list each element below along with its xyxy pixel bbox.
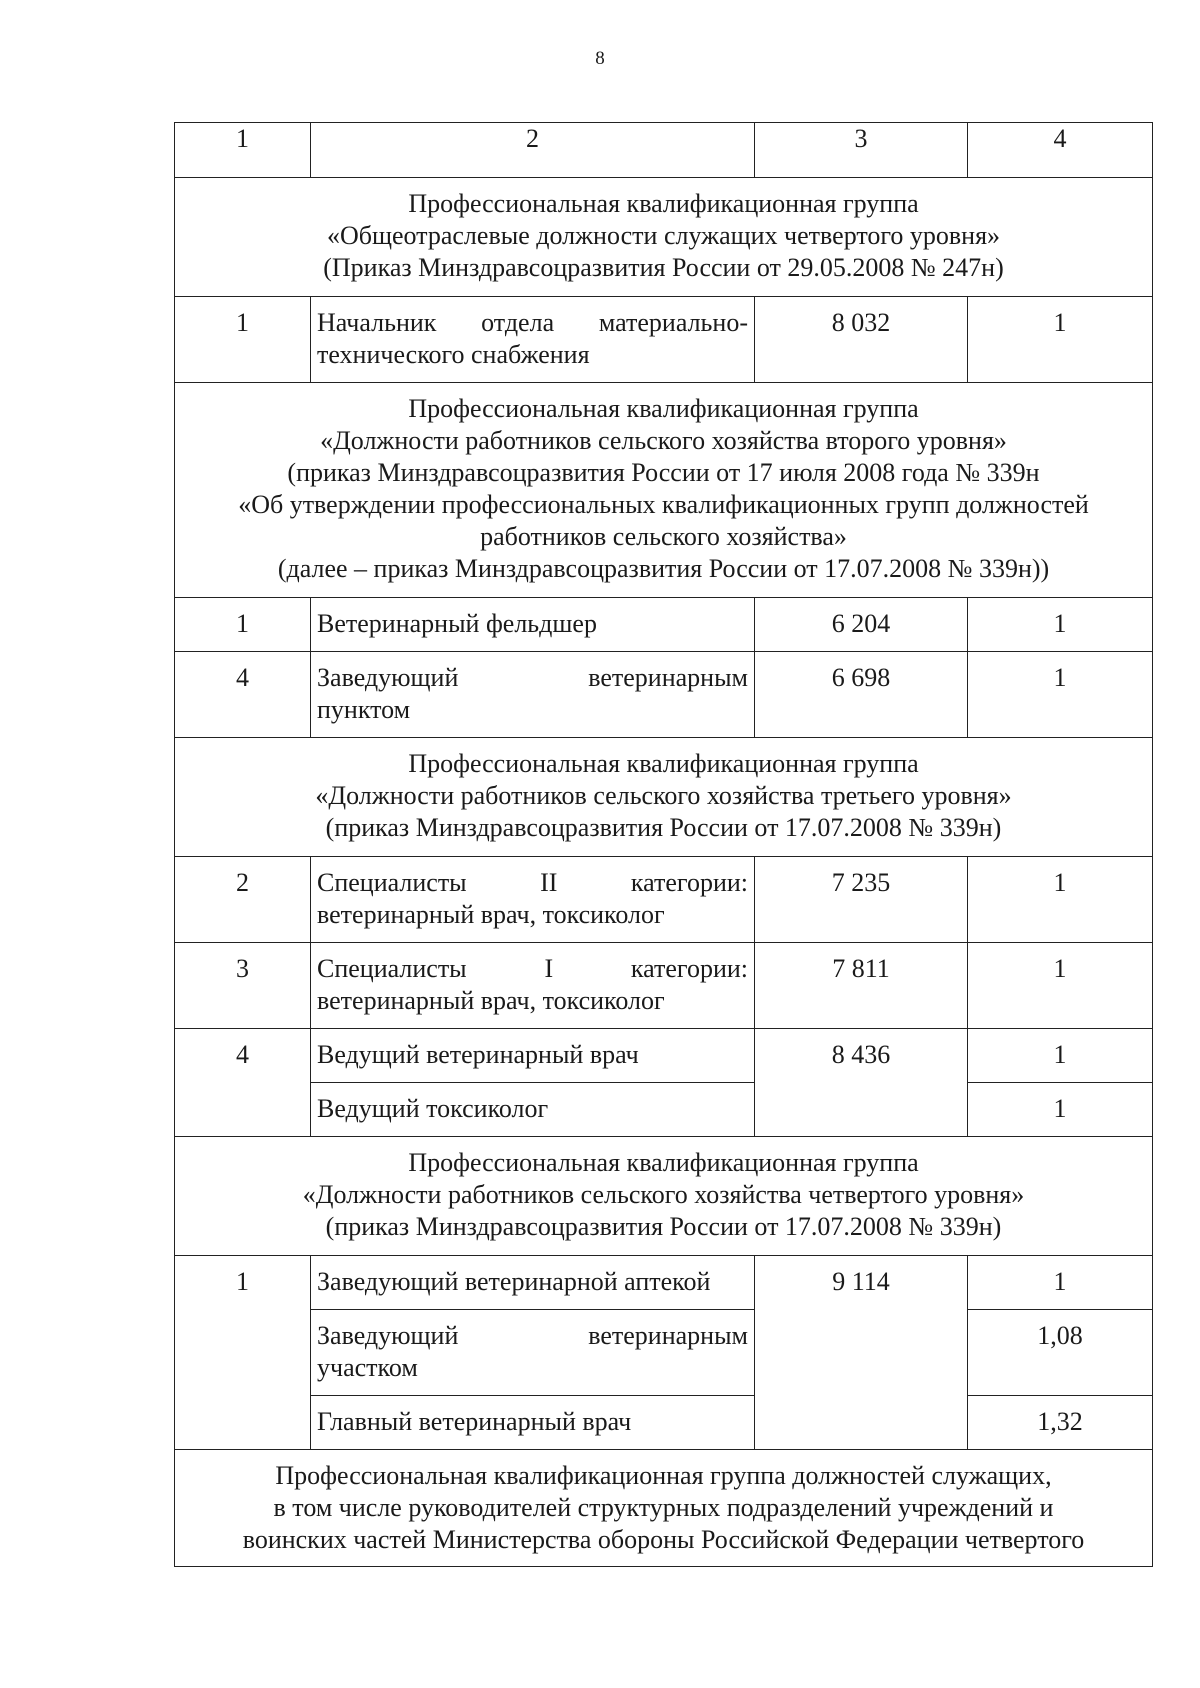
table-row <box>175 598 1153 652</box>
coefficient: 1,08 <box>968 1310 1153 1396</box>
group-heading-line: Профессиональная квалификационная группа должностей служащих, <box>275 1461 1052 1490</box>
header-col-2: 2 <box>311 123 755 178</box>
coefficient: 1 <box>968 1029 1153 1083</box>
table-row <box>175 652 1153 738</box>
group-heading-line: (приказ Минздравсоцразвития России от 17 июля 2008 года № 339н <box>287 458 1040 487</box>
group-heading-row <box>175 1450 1153 1567</box>
table-row <box>175 857 1153 943</box>
position-line: Заведующий ветеринарным <box>317 1321 748 1350</box>
table-row <box>175 1396 1153 1450</box>
group-heading <box>175 1137 1153 1256</box>
position-line: ветеринарный врач, токсиколог <box>317 986 665 1015</box>
position-line: Специалисты II категории: <box>317 868 748 897</box>
base-salary: 8 032 <box>755 297 968 383</box>
coefficient: 1 <box>968 1256 1153 1310</box>
group-heading-line: работников сельского хозяйства» <box>480 522 847 551</box>
coefficient: 1,32 <box>968 1396 1153 1450</box>
coefficient: 1 <box>968 857 1153 943</box>
group-heading-line: Профессиональная квалификационная группа <box>408 394 919 423</box>
group-heading-line: (приказ Минздравсоцразвития России от 17.07.2008 № 339н) <box>325 813 1002 842</box>
group-heading-line: «Должности работников сельского хозяйства четвертого уровня» <box>302 1180 1025 1209</box>
header-col-4: 4 <box>968 123 1153 178</box>
group-heading-line: (приказ Минздравсоцразвития России от 17.07.2008 № 339н) <box>325 1212 1002 1241</box>
group-heading-line: воинских частей Министерства обороны Российской Федерации четвертого <box>242 1525 1085 1554</box>
base-salary: 7 235 <box>755 857 968 943</box>
group-heading-line: Профессиональная квалификационная группа <box>408 749 919 778</box>
table-row <box>175 1256 1153 1310</box>
salary-table <box>174 122 1153 1567</box>
coefficient: 1 <box>968 297 1153 383</box>
group-heading-row <box>175 383 1153 598</box>
header-col-1: 1 <box>175 123 311 178</box>
position-line: пунктом <box>317 695 411 724</box>
coefficient: 1 <box>968 598 1153 652</box>
position-name <box>311 1256 755 1310</box>
group-heading-row <box>175 178 1153 297</box>
position-name <box>311 297 755 383</box>
position-name <box>311 1083 755 1137</box>
group-heading-line: «Общеотраслевые должности служащих четвертого уровня» <box>326 221 1001 250</box>
table-row <box>175 297 1153 383</box>
group-heading-line: Профессиональная квалификационная группа <box>408 1148 919 1177</box>
position-name <box>311 1310 755 1396</box>
position-line: Ветеринарный фельдшер <box>317 609 597 638</box>
position-line: Специалисты I категории: <box>317 954 748 983</box>
coefficient: 1 <box>968 943 1153 1029</box>
base-salary: 8 436 <box>755 1029 968 1137</box>
qualification-level: 4 <box>175 652 311 738</box>
qualification-level: 4 <box>175 1029 311 1137</box>
group-heading-line: Профессиональная квалификационная группа <box>408 189 919 218</box>
position-line: участком <box>317 1353 418 1382</box>
position-line: Начальник отдела материально- <box>317 308 748 337</box>
base-salary: 6 204 <box>755 598 968 652</box>
position-name <box>311 857 755 943</box>
qualification-level: 2 <box>175 857 311 943</box>
position-line: Ведущий ветеринарный врач <box>317 1040 639 1069</box>
group-heading <box>175 178 1153 297</box>
position-name <box>311 1029 755 1083</box>
header-row <box>175 123 1153 178</box>
qualification-level: 3 <box>175 943 311 1029</box>
table-row <box>175 1083 1153 1137</box>
group-heading-line: «Об утверждении профессиональных квалификационных групп должностей <box>238 490 1089 519</box>
coefficient: 1 <box>968 652 1153 738</box>
table-row <box>175 1310 1153 1396</box>
table-row <box>175 1029 1153 1083</box>
table-row <box>175 943 1153 1029</box>
position-name <box>311 598 755 652</box>
position-name <box>311 1396 755 1450</box>
base-salary: 9 114 <box>755 1256 968 1450</box>
base-salary: 6 698 <box>755 652 968 738</box>
position-name <box>311 943 755 1029</box>
page-number: 8 <box>595 48 605 69</box>
group-heading-line: (далее – приказ Минздравсоцразвития России от 17.07.2008 № 339н)) <box>277 554 1050 583</box>
group-heading <box>175 738 1153 857</box>
group-heading-line: «Должности работников сельского хозяйства третьего уровня» <box>315 781 1012 810</box>
group-heading-line: «Должности работников сельского хозяйства второго уровня» <box>320 426 1007 455</box>
position-line: Ведущий токсиколог <box>317 1094 549 1123</box>
header-col-3: 3 <box>755 123 968 178</box>
group-heading-line: (Приказ Минздравсоцразвития России от 29.05.2008 № 247н) <box>323 253 1004 282</box>
position-line: Заведующий ветеринарной аптекой <box>317 1267 711 1296</box>
position-line: технического снабжения <box>317 340 590 369</box>
group-heading <box>175 383 1153 598</box>
position-line: ветеринарный врач, токсиколог <box>317 900 665 929</box>
base-salary: 7 811 <box>755 943 968 1029</box>
group-heading-row <box>175 1137 1153 1256</box>
group-heading <box>175 1450 1153 1567</box>
group-heading-line: в том числе руководителей структурных подразделений учреждений и <box>273 1493 1054 1522</box>
qualification-level: 1 <box>175 1256 311 1450</box>
qualification-level: 1 <box>175 598 311 652</box>
qualification-level: 1 <box>175 297 311 383</box>
position-line: Заведующий ветеринарным <box>317 663 748 692</box>
coefficient: 1 <box>968 1083 1153 1137</box>
group-heading-row <box>175 738 1153 857</box>
position-line: Главный ветеринарный врач <box>317 1407 632 1436</box>
position-name <box>311 652 755 738</box>
